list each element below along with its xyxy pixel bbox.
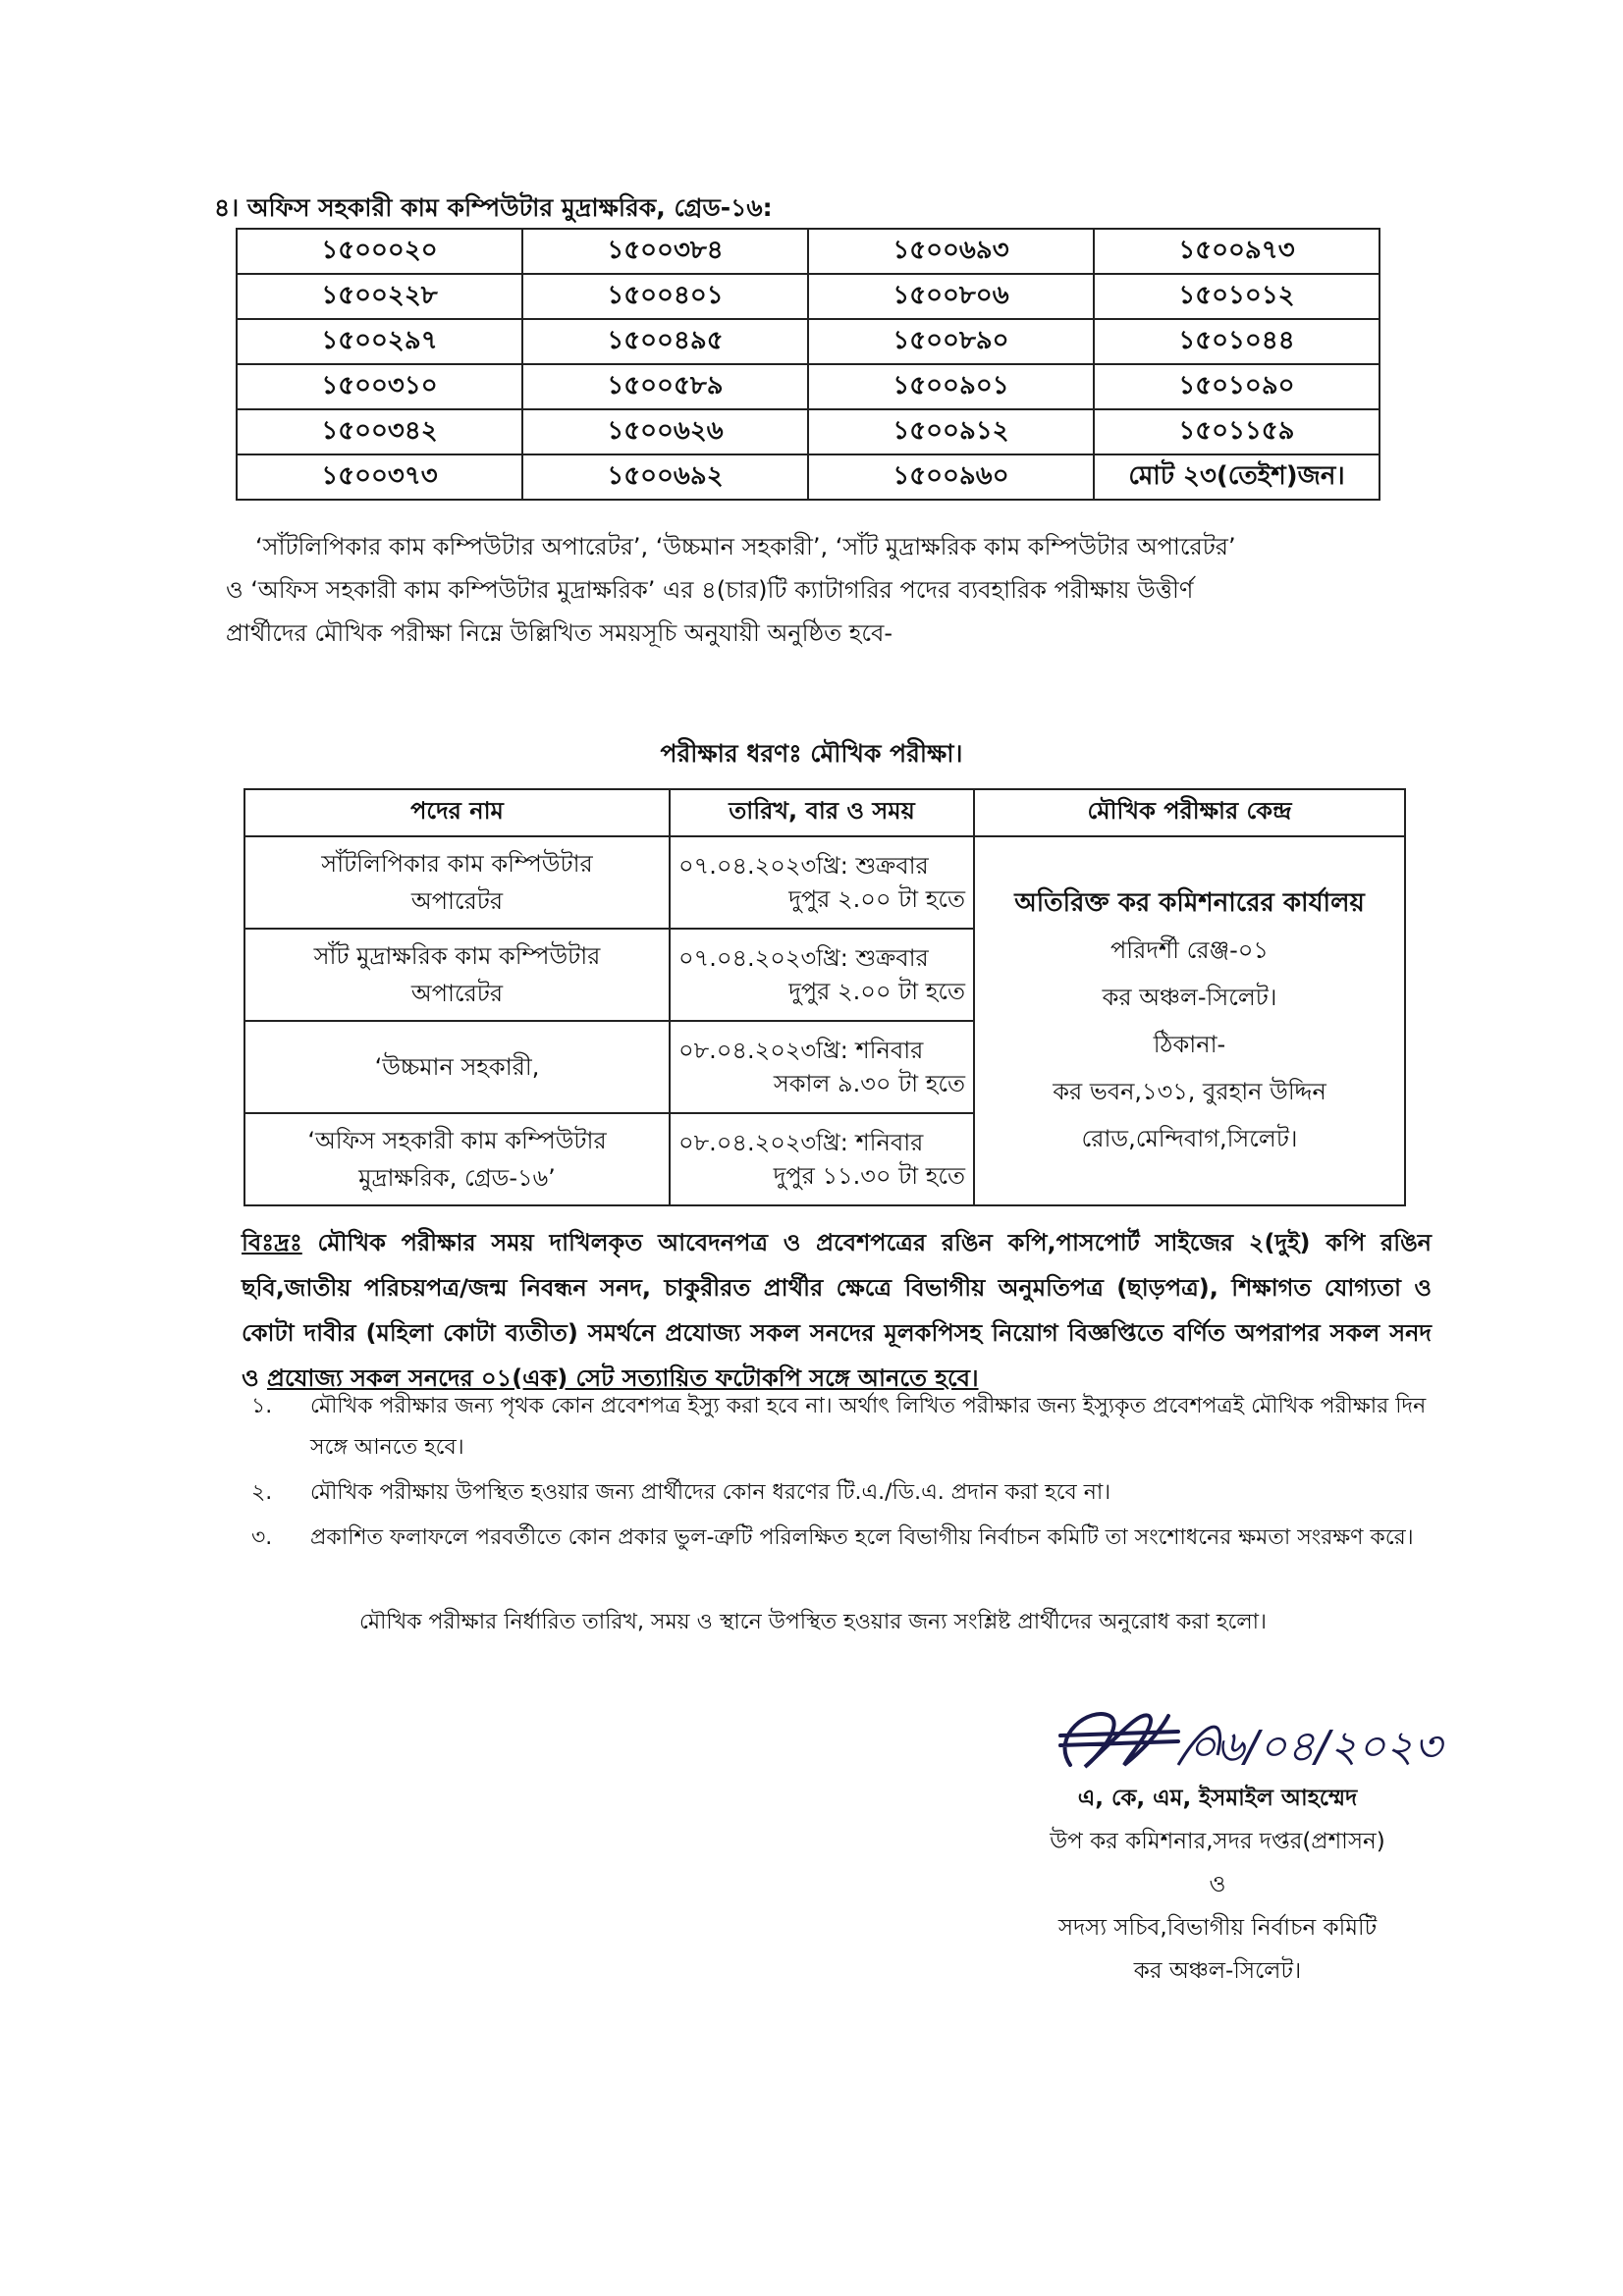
table-header-row: [244, 789, 1405, 836]
exam-time: দুপুর ১১.৩০ টা হতে: [773, 1162, 965, 1190]
roll-cell: ১৫০০৮০৬: [808, 274, 1094, 319]
post-name: ‘উচ্চমান সহকারী,: [374, 1053, 540, 1081]
list-text: মৌখিক পরীক্ষায় উপস্থিত হওয়ার জন্য প্রার্থীদের কোন ধরণের টি.এ./ডি.এ. প্রদান করা হবে না।: [310, 1480, 1111, 1505]
list-item: [251, 1518, 1439, 1559]
roll-cell: ১৫০০৯৬০: [808, 454, 1094, 500]
center-line: ঠিকানা-: [1153, 1031, 1226, 1058]
roll-number-table: [236, 228, 1380, 501]
roll-cell: ১৫০০৪০১: [522, 274, 808, 319]
exam-type-heading: পরীক্ষার ধরণঃ মৌখিক পরীক্ষা।: [660, 739, 963, 768]
list-number: ১.: [251, 1394, 273, 1418]
column-header: মৌখিক পরীক্ষার কেন্দ্র: [974, 789, 1405, 836]
intro-line: ও ‘অফিস সহকারী কাম কম্পিউটার মুদ্রাক্ষরিক’ এর ৪(চার)টি ক্যাটাগরির পদের ব্যবহারিক পরীক্ষায় উত্তীর্ণ: [226, 576, 1194, 604]
column-header: পদের নাম: [244, 789, 670, 836]
roll-cell: ১৫০০৮৯০: [808, 319, 1094, 364]
roll-cell: ১৫০১০৪৪: [1094, 319, 1380, 364]
roll-cell: ১৫০০৬২৬: [522, 409, 808, 454]
viva-schedule-table: [243, 788, 1406, 1206]
list-item: [251, 1386, 1439, 1468]
center-line: কর ভবন,১৩১, বুরহান উদ্দিন: [1053, 1078, 1326, 1105]
post-name-cell: [244, 836, 670, 929]
table-row: [237, 409, 1380, 454]
note-paragraph: [242, 1220, 1432, 1401]
intro-line: ‘সাঁটলিপিকার কাম কম্পিউটার অপারেটর’, ‘উচ্চমান সহকারী’, ‘সাঁট মুদ্রাক্ষরিক কাম কম্পিউটার অপারেটর’: [255, 533, 1236, 561]
date-time-cell: [670, 929, 974, 1021]
exam-time: দুপুর ২.০০ টা হতে: [788, 885, 965, 913]
roll-cell: ১৫০০৯৭৩: [1094, 229, 1380, 274]
post-name-cell: [244, 929, 670, 1021]
roll-cell: ১৫০০৩৪২: [237, 409, 522, 454]
post-name: অপারেটর: [410, 887, 504, 915]
signature-date: ০৬/০৪/২০২৩: [1188, 1722, 1442, 1772]
post-name: অপারেটর: [410, 980, 504, 1007]
roll-cell: ১৫০১০১২: [1094, 274, 1380, 319]
list-item: [251, 1472, 1439, 1514]
roll-cell: ১৫০০৬৯২: [522, 454, 808, 500]
center-name: অতিরিক্ত কর কমিশনারের কার্যালয়: [1014, 888, 1365, 918]
list-text: মৌখিক পরীক্ষার জন্য পৃথক কোন প্রবেশপত্র ইস্যু করা হবে না। অর্থাৎ লিখিত পরীক্ষার জন্য ইস্যুকৃত প্রবেশপত্রই মৌখিক পরীক্ষার দিন সঙ্গে আনতে হবে।: [310, 1394, 1427, 1460]
post-name-cell: [244, 1021, 670, 1113]
exam-date: ০৭.০৪.২০২৩খ্রি: শুক্রবার: [678, 944, 929, 972]
post-name: সাঁট মুদ্রাক্ষরিক কাম কম্পিউটার: [313, 942, 601, 970]
roll-cell: ১৫০০২৯৭: [237, 319, 522, 364]
date-time-cell: [670, 1021, 974, 1113]
list-text: প্রকাশিত ফলাফলে পরবর্তীতে কোন প্রকার ভুল-ত্রুটি পরিলক্ষিত হলে বিভাগীয় নির্বাচন কমিটি তা সংশোধনের ক্ষমতা সংরক্ষণ করে।: [310, 1525, 1414, 1550]
roll-cell: ১৫০১১৫৯: [1094, 409, 1380, 454]
roll-cell: ১৫০০৩৮৪: [522, 229, 808, 274]
date-time-cell: [670, 836, 974, 929]
intro-line: প্রার্থীদের মৌখিক পরীক্ষা নিম্নে উল্লিখিত সময়সূচি অনুযায়ী অনুষ্ঠিত হবে-: [226, 619, 893, 647]
roll-cell: ১৫০০৪৯৫: [522, 319, 808, 364]
exam-time: দুপুর ২.০০ টা হতে: [788, 978, 965, 1005]
exam-date: ০৭.০৪.২০২৩খ্রি: শুক্রবার: [678, 852, 929, 880]
table-row: [237, 319, 1380, 364]
exam-center-cell: [974, 836, 1405, 1205]
signatory-title: উপ কর কমিশনার,সদর দপ্তর(প্রশাসন): [1050, 1829, 1385, 1854]
roll-cell: ১৫০০৯০১: [808, 364, 1094, 409]
note-text: মৌখিক পরীক্ষার সময় দাখিলকৃত আবেদনপত্র ও প্রবেশপত্রের রঙিন কপি,পাসপোর্ট সাইজের ২(দুই) কপি রঙিন ছবি,জাতীয় পরিচয়পত্র/জন্ম নিবন্ধন সনদ, চাকুরীরত প্রার্থীর ক্ষেত্রে বিভাগীয় অনুমতিপত্র (ছাড়পত্র), শিক্ষাগত যোগ্যতা ও কোটা দাবীর (মহিলা কোটা ব্যতীত) সমর্থনে প্রযোজ্য সকল সনদের মূলকপিসহ নিয়োগ বিজ্ঞপ্তিতে বর্ণিত অপরাপর সকল সনদ ও: [242, 1229, 1433, 1392]
roll-cell: ১৫০০৬৯৩: [808, 229, 1094, 274]
center-line: পরিদর্শী রেঞ্জ-০১: [1110, 936, 1269, 964]
post-name-cell: [244, 1113, 670, 1205]
roll-cell: ১৫০০২২৮: [237, 274, 522, 319]
table-row: [237, 229, 1380, 274]
handwritten-signature: [1031, 1696, 1492, 1785]
date-time-cell: [670, 1113, 974, 1205]
roll-cell: ১৫০০৯১২: [808, 409, 1094, 454]
roll-cell: ১৫০০৫৮৯: [522, 364, 808, 409]
table-row: [237, 454, 1380, 500]
post-name: সাঁটলিপিকার কাম কম্পিউটার: [321, 850, 593, 878]
signatory-block: [962, 1777, 1473, 1993]
signatory-office: কর অঞ্চল-সিলেট।: [1133, 1958, 1302, 1984]
center-line: কর অঞ্চল-সিলেট।: [1102, 984, 1277, 1011]
exam-date: ০৮.০৪.২০২৩খ্রি: শনিবার: [678, 1037, 924, 1064]
table-row: [237, 274, 1380, 319]
total-count-cell: মোট ২৩(তেইশ)জন।: [1094, 454, 1380, 500]
roll-cell: ১৫০০৩৭৩: [237, 454, 522, 500]
roll-cell: ১৫০১০৯০: [1094, 364, 1380, 409]
signatory-title: সদস্য সচিব,বিভাগীয় নির্বাচন কমিটি: [1057, 1915, 1378, 1941]
roll-cell: ১৫০০০২০: [237, 229, 522, 274]
rules-list: [251, 1386, 1439, 1563]
exam-date: ০৮.০৪.২০২৩খ্রি: শনিবার: [678, 1129, 924, 1156]
note-text: প্রযোজ্য সকল সনদের ০১(এক) সেট সত্যায়িত ফটোকপি সঙ্গে আনতে হবে।: [267, 1364, 979, 1392]
table-row: [237, 364, 1380, 409]
center-line: রোড,মেন্দিবাগ,সিলেট।: [1081, 1125, 1298, 1152]
section-heading: ৪। অফিস সহকারী কাম কম্পিউটার মুদ্রাক্ষরিক, গ্রেড-১৬:: [214, 193, 773, 222]
column-header: তারিখ, বার ও সময়: [670, 789, 974, 836]
post-name: ‘অফিস সহকারী কাম কম্পিউটার: [307, 1127, 607, 1154]
list-number: ৩.: [251, 1525, 273, 1550]
signatory-conjunction: ও: [1209, 1872, 1226, 1897]
intro-paragraph: [226, 525, 1439, 655]
list-number: ২.: [251, 1480, 273, 1505]
table-row: [244, 836, 1405, 929]
request-line: মৌখিক পরীক্ষার নির্ধারিত তারিখ, সময় ও স্থানে উপস্থিত হওয়ার জন্য সংশ্লিষ্ট প্রার্থীদের অনুরোধ করা হলো।: [359, 1610, 1267, 1634]
signatory-name: এ, কে, এম, ইসমাইল আহম্মেদ: [1077, 1786, 1358, 1811]
note-label: বিঃদ্রঃ: [242, 1229, 302, 1256]
roll-cell: ১৫০০৩১০: [237, 364, 522, 409]
post-name: মুদ্রাক্ষরিক, গ্রেড-১৬’: [358, 1164, 556, 1192]
exam-time: সকাল ৯.৩০ টা হতে: [773, 1070, 965, 1097]
